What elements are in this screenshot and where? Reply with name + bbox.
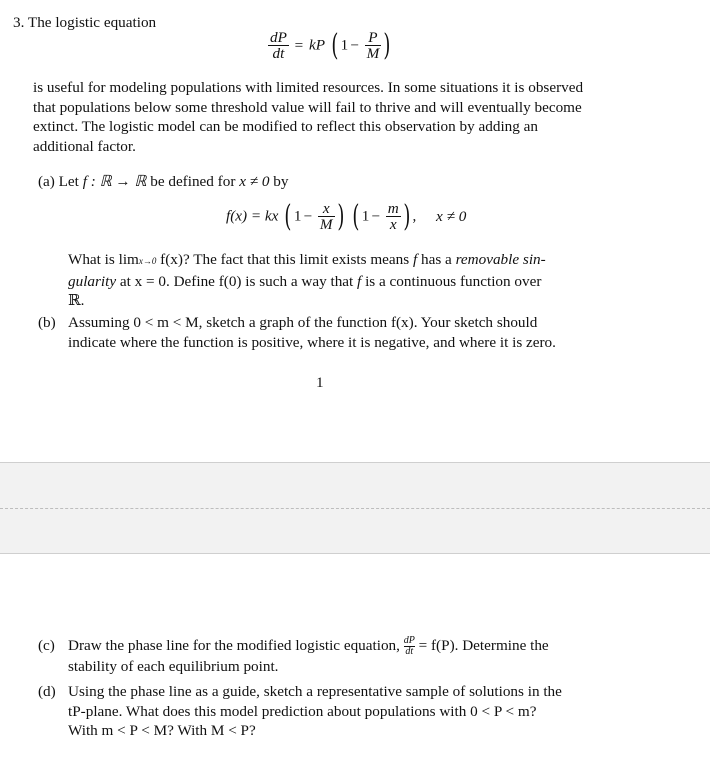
logistic-equation: $\frac{dP}{dt}$ = kP ( 1 − $\frac{P}{M}$ ) xyxy=(270,27,391,63)
modified-logistic-formula: f(x) = kx ( 1 − $\frac{x}{M}$ ) ( 1 − $\frac{m}{x}$ ) , x ≠ 0 xyxy=(226,198,467,234)
part-b-body xyxy=(68,313,651,352)
part-c-label: (c) xyxy=(38,637,55,654)
part-d-label: (d) xyxy=(38,683,56,700)
part-d-line: Using the phase line as a guide, sketch a representative sample of solutions in the xyxy=(68,683,562,700)
part-a-line: gularity at x = 0. Define f(0) is such a way that f is a continuous function over xyxy=(68,272,542,290)
equation-lhs-fraction: $\frac{dP}{dt}$ xyxy=(270,29,287,62)
page-break-divider xyxy=(0,508,710,509)
part-d-line: tP-plane. What does this model prediction about populations with 0 < P < m? xyxy=(68,702,537,720)
part-a-body xyxy=(68,250,651,311)
page-number: 1 xyxy=(316,374,324,391)
part-b-line: indicate where the function is positive, where it is negative, and where it is zero. xyxy=(68,333,556,351)
part-c-body xyxy=(68,636,651,677)
equation-rhs-fraction: $\frac{P}{M}$ xyxy=(366,29,380,62)
part-a-line: What is limx→0 f(x)? The fact that this limit exists means f has a removable sin- xyxy=(68,251,546,268)
part-b-line: Assuming 0 < m < M, sketch a graph of the function f(x). Your sketch should xyxy=(68,314,538,331)
intro-paragraph xyxy=(33,78,651,156)
part-a-label: (a) xyxy=(38,173,55,190)
intro-line: that populations below some threshold value will fail to thrive and will eventually become xyxy=(33,98,582,116)
problem-heading-text: The logistic equation xyxy=(27,14,157,31)
problem-number: 3. xyxy=(13,14,25,31)
formula-fraction-x-over-M: $\frac{x}{M}$ xyxy=(319,200,333,233)
part-c-line: Draw the phase line for the modified logistic equation, $\frac{dP}{dt}$ = f(P). Determine the xyxy=(68,635,549,658)
part-c-fraction: $\frac{dP}{dt}$ xyxy=(403,635,415,658)
part-a-intro: (a) Let f : ℝ → ℝ be defined for x ≠ 0 by xyxy=(38,173,289,190)
part-d-line: With m < P < M? With M < P? xyxy=(68,722,256,740)
part-a-line: ℝ. xyxy=(68,292,85,310)
part-c-line: stability of each equilibrium point. xyxy=(68,658,279,676)
part-d-body xyxy=(68,682,651,741)
formula-fraction-m-over-x: $\frac{m}{x}$ xyxy=(387,200,399,233)
problem-heading xyxy=(13,13,156,33)
intro-line: extinct. The logistic model can be modified to reflect this observation by adding an xyxy=(33,118,538,136)
intro-line: is useful for modeling populations with limited resources. In some situations it is observed xyxy=(33,79,584,96)
part-b-label: (b) xyxy=(38,314,56,331)
intro-line: additional factor. xyxy=(33,137,136,155)
